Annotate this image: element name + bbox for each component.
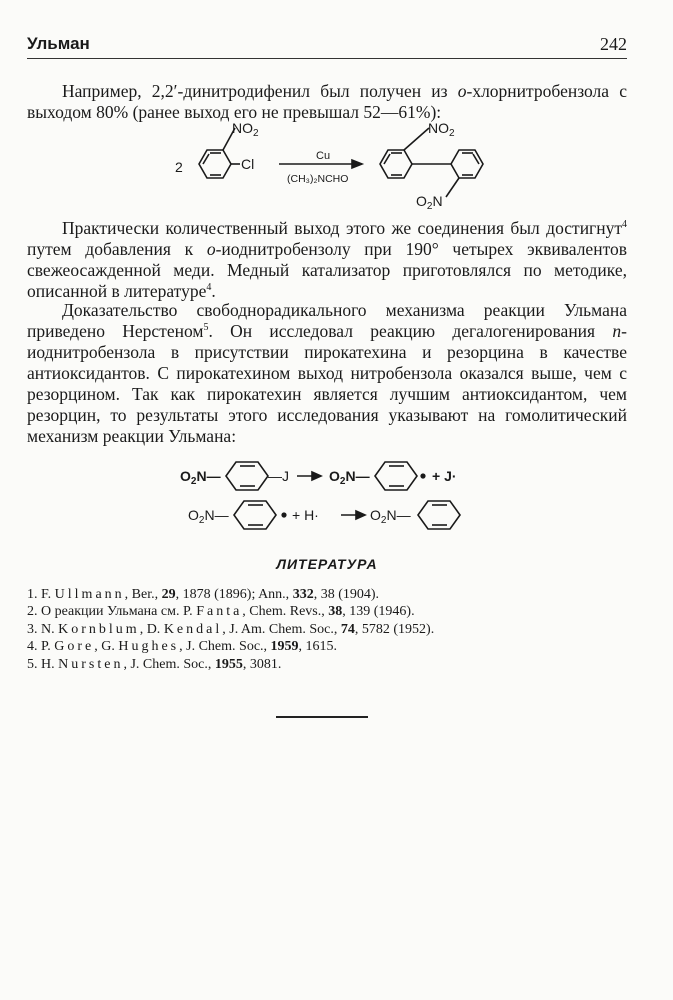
iodine-atom: —J [268,468,289,484]
radical-dot-2 [282,513,286,517]
benzene-ring-reactant [199,150,231,178]
product-bond-to-o2n [446,178,459,197]
radical-dot-1 [421,474,425,478]
reference-item-5: 5. H. Nursten, J. Chem. Soc., 1955, 3081. [27,656,282,672]
o2n-label-4: $O_2N—$ [370,507,411,526]
benzene-ring-product-left [380,150,412,178]
running-title: Ульман [27,34,90,53]
product-nitro-group: $NO_2$ [428,120,455,139]
o2n-label-2: $O_2N—$ [329,468,370,487]
reference-list [27,586,627,673]
page-number: 242 [600,34,627,54]
solvent-label: (CH₃)₂NCHO [287,173,349,185]
reference-item-3: 3. N. Kornblum, D. Kendal, J. Am. Chem. Soc., 74, 5782 (1952). [27,621,435,637]
iodine-radical: + J· [432,468,457,484]
paragraph-intro: Например, 2,2′-динитродифенил был получен из о-хлорнитробензола с выходом 80% (ранее выход его не превышал 52—61%): [27,81,627,122]
stoich-coefficient: 2 [175,159,183,175]
literature-heading: ЛИТЕРАТУРА [276,556,378,572]
benzene-ring-nitrobenzene [418,501,460,529]
benzene-ring-product-right [451,150,483,178]
hydrogen-radical: + H· [292,507,319,523]
paragraph-quantitative-yield: Практически количественный выход этого же соединения был достигнут$^4$ путем добавления к о-иоднитробензолу при 190° четырех эквивалентов свежеосажденной меди. Медный катализатор приготовлялся по методике, описанной в литературе$^4$. [27,218,627,301]
benzene-ring-nitrophenyl-radical [375,462,417,490]
mechanism-arrowhead-1 [312,472,321,480]
reaction-arrowhead [352,160,362,168]
chloro-group: Cl [241,156,255,172]
product-bond-to-no2 [404,128,429,150]
end-rule [276,716,368,718]
reference-item-1: 1. F. Ullmann, Ber., 29, 1878 (1896); Ann., 332, 38 (1904). [27,587,380,602]
reaction-radical-mechanism [180,462,460,529]
benzene-ring-iodonitrobenzene [226,462,268,490]
o2n-label-3: $O_2N—$ [188,507,229,526]
product-o2n-group: $O_2N$ [416,193,443,212]
reaction-ullmann-coupling [175,120,483,212]
reference-item-4: 4. P. Gore, G. Hughes, J. Chem. Soc., 1959, 1615. [27,639,338,655]
paragraph-mechanism: Доказательство свободнорадикального механизма реакции Ульмана приведено Нерстеном$^5$. Он исследовал реакцию дегалогенирования п-иоднитробензола в присутствии пирокатехина и резорцина в качестве антиоксидантов. С пирокатехином выход нитробензола оказался выше, чем с резорцином. Так как пирокатехин является лучшим антиоксидантом, чем резорцин, то результаты этого исследования указывают на гомолитический механизм реакции Ульмана: [27,300,627,446]
o2n-label-1: $O_2N—$ [180,468,221,487]
benzene-ring-nitrophenyl-radical-2 [234,501,276,529]
nitro-group: $NO_2$ [232,120,259,139]
catalyst-label: Cu [316,150,331,162]
reference-item-2: 2. О реакции Ульмана см. P. Fanta, Chem. Revs., 38, 139 (1946). [27,604,415,620]
mechanism-arrowhead-2 [356,511,365,519]
